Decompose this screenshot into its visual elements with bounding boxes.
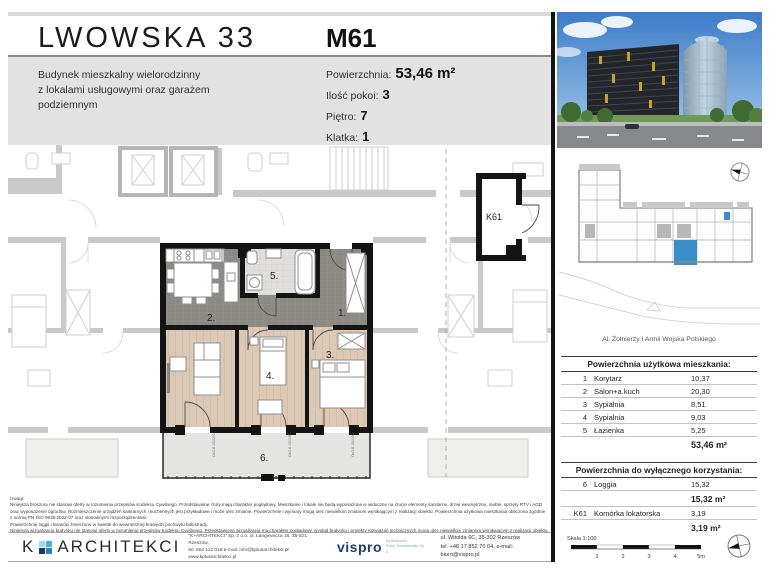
row-no: 6 [582,479,587,489]
building-photo [557,12,762,148]
info-bar [8,57,551,145]
vispro-logo-name: vispro [337,538,383,555]
room-label-loggia: 6. [260,453,269,464]
room-label-korytarz: 1. [338,308,347,319]
floor-plan [8,145,551,495]
karchitekci-phone: tel. 602 112 018 e-mail: info@kplusarchitekci.pl [188,548,289,553]
legal-line: Niniejsza wizualizacja budynku nie stanowi oferty w rozumieniu przepisów Kodeksu Cywilnego. Przedstawiona wizualizacja ma charakter poglądowy, wygląd budynku i projekty rozwiązań technicznych mogą ulec niewielkim zmianom wynikającym z realizacji obiektu. [10,528,549,534]
building-outline [579,164,752,265]
building-description [38,68,210,114]
unit-specs [326,63,455,147]
row-no: 3 [582,399,587,409]
spec-value: 3 [382,87,390,102]
karchitekci-contact [188,533,325,562]
table-row [561,398,757,411]
scale-tick: 2 [621,554,625,560]
legal-line: z normą PN-ISO 9836:2022-07 oraz stosownymi rozporządzeniami. [10,515,148,521]
k61-label: K61 [486,212,503,222]
table-subtotal-row [561,491,757,507]
usable-area-table-title: Powierzchnia użytkowa mieszkania: [561,356,757,372]
row-value: 8,51 [691,399,706,409]
scale-bar [561,532,757,562]
svg-text:OkO-B 150/230: OkO-B 150/230 [351,433,355,457]
vispro-logo-subtitle [386,539,427,555]
karchitekci-logo-k: K [22,537,35,556]
left-tower [587,44,679,120]
legal-notes [10,496,550,535]
spec-area [326,63,455,84]
row-name: Komórka lokatorska [594,508,661,518]
description-line: z lokalami usługowymi oraz garażem [38,84,210,97]
title-bar [8,12,551,57]
table-row [561,411,757,424]
row-name: Korytarz [594,373,622,383]
karchitekci-logo [22,537,180,557]
spec-label: Piętro: [326,111,357,123]
room-label-sypialnia3: 3. [326,350,335,361]
spec-label: Powierzchnia: [326,69,392,81]
vispro-address: ul. Witolda 6C, 35-302 Rzeszów [440,534,521,541]
row-value: 10,37 [691,373,710,383]
table-total-row [561,437,757,453]
row-name: Salon+a.kuch [594,386,640,396]
row-no: 2 [582,386,587,396]
scale-tick: 5m [697,554,705,560]
footer-bar [8,532,551,562]
row-name: Loggia [594,479,617,489]
k61-storage-room [476,173,539,261]
scale-tick: 1 [595,554,599,560]
legal-line: Powierzchnię loggii i tarasów zmierzono w świetle do wewnętrznej krawędzi pochwytu balustrady. [10,521,209,527]
table-row [561,424,757,437]
row-value: 3,19 [691,508,706,518]
row-no: 4 [582,412,587,422]
street-label: Al. Żołnierzy I Armii Wojska Polskiego [602,336,716,343]
exclusive-use-table [561,462,757,535]
usable-area-table [561,356,757,453]
total-area: 53,46 m² [691,440,728,450]
karchitekci-logo-name: ARCHITEKCI [57,537,181,556]
karchitekci-website: www.kplusarchitekci.pl [188,555,237,561]
vispro-sub-line: Development [386,538,408,543]
spec-value: 1 [362,129,370,144]
spec-label: Ilość pokoi: [326,90,379,102]
room-label-sypialnia4: 4. [266,371,275,382]
karchitekci-address: "K+ARCHITEKCI" Sp. z o.o. ul. Langiewicza 18, 35-021 Rzeszów, [188,533,307,546]
row-value: 5,25 [691,425,706,435]
north-arrow-icon [729,161,751,183]
row-name: Łazienka [594,425,625,435]
highlighted-unit-m61 [674,240,697,265]
scale-tick: 4 [673,554,677,560]
exclusive-use-table-title: Powierzchnia do wyłącznego korzystania: [561,462,757,478]
unit-code: M61 [326,23,377,53]
svg-text:OkO-B 150/230: OkO-B 150/230 [212,433,216,457]
street-lines [559,272,760,324]
highlighted-k61 [724,212,730,220]
vispro-sub-line: Pełka Tomaszewska Sp. k. [386,544,425,554]
project-title: LWOWSKA 33 [38,22,257,54]
spec-floor [326,105,455,126]
table-row [561,507,757,520]
spec-value: 7 [360,108,368,123]
table-row [561,478,757,491]
row-value: 9,03 [691,412,706,422]
vispro-logo [337,539,427,555]
spec-value: 53,46 m² [395,65,456,82]
karchitekci-logo-squares-icon [39,541,52,554]
table-row [561,372,757,385]
right-column [557,12,762,562]
compass-icon [726,533,752,559]
svg-text:OkO-B 150/230: OkO-B 150/230 [288,433,292,457]
spec-staircase [326,126,455,147]
scale-tick: 3 [647,554,651,560]
vispro-phone: tel. +48 17 852 70 04, e-mail: biuro@vispro.pl [440,543,514,559]
floor-plan-drawing [8,145,551,495]
description-line: podziemnym [38,99,98,112]
k61-subtotal: 3,19 m² [691,522,721,533]
room-label-lazienka: 5. [270,271,279,282]
column-divider [551,12,555,562]
loggia-subtotal: 15,32 m² [691,493,726,504]
table-row [561,385,757,398]
row-value: 20,30 [691,386,710,396]
room-label-salon: 2. [207,313,216,324]
site-plan [557,150,762,346]
row-no: 5 [582,425,587,435]
spec-rooms [326,84,455,105]
legal-title: Uwagi: [10,496,25,501]
scale-bar-area [561,532,757,562]
row-name: Sypialnia [594,412,625,422]
spec-label: Klatka: [326,132,359,144]
row-value: 15,32 [691,479,710,489]
description-line: Budynek mieszkalny wielorodzinny [38,69,201,81]
legal-line: oraz wyposażenie ogrodów. Rozmieszczenie urządzeń sanitarnych i kuchennych jest przykładowe i może ulec zmianie. Powierzchnie i wymiary mogą ulec niewielkim zmianom wynikającym z realizacji obiektu. Powierzchnia użytkowa mieszkania obliczona zgodnie [10,508,546,514]
legal-line: Niniejsza broszura nie stanowi oferty w rozumieniu przepisów Kodeksu Cywilnego. Przedstawione rzuty mają charakter poglądowy. Mieszkanie i lokale nie będą wyposażone w widoczne na rzucie elementy sanitarne, drzwi wewnętrzne, meble, sprzęty RTV i AGD [10,502,543,508]
right-tower [683,37,727,120]
scale-label: Skala 1:100 [567,536,597,542]
row-no: 1 [582,373,587,383]
row-no: K61 [573,508,587,518]
row-name: Sypialnia [594,399,625,409]
vispro-contact [441,534,551,561]
